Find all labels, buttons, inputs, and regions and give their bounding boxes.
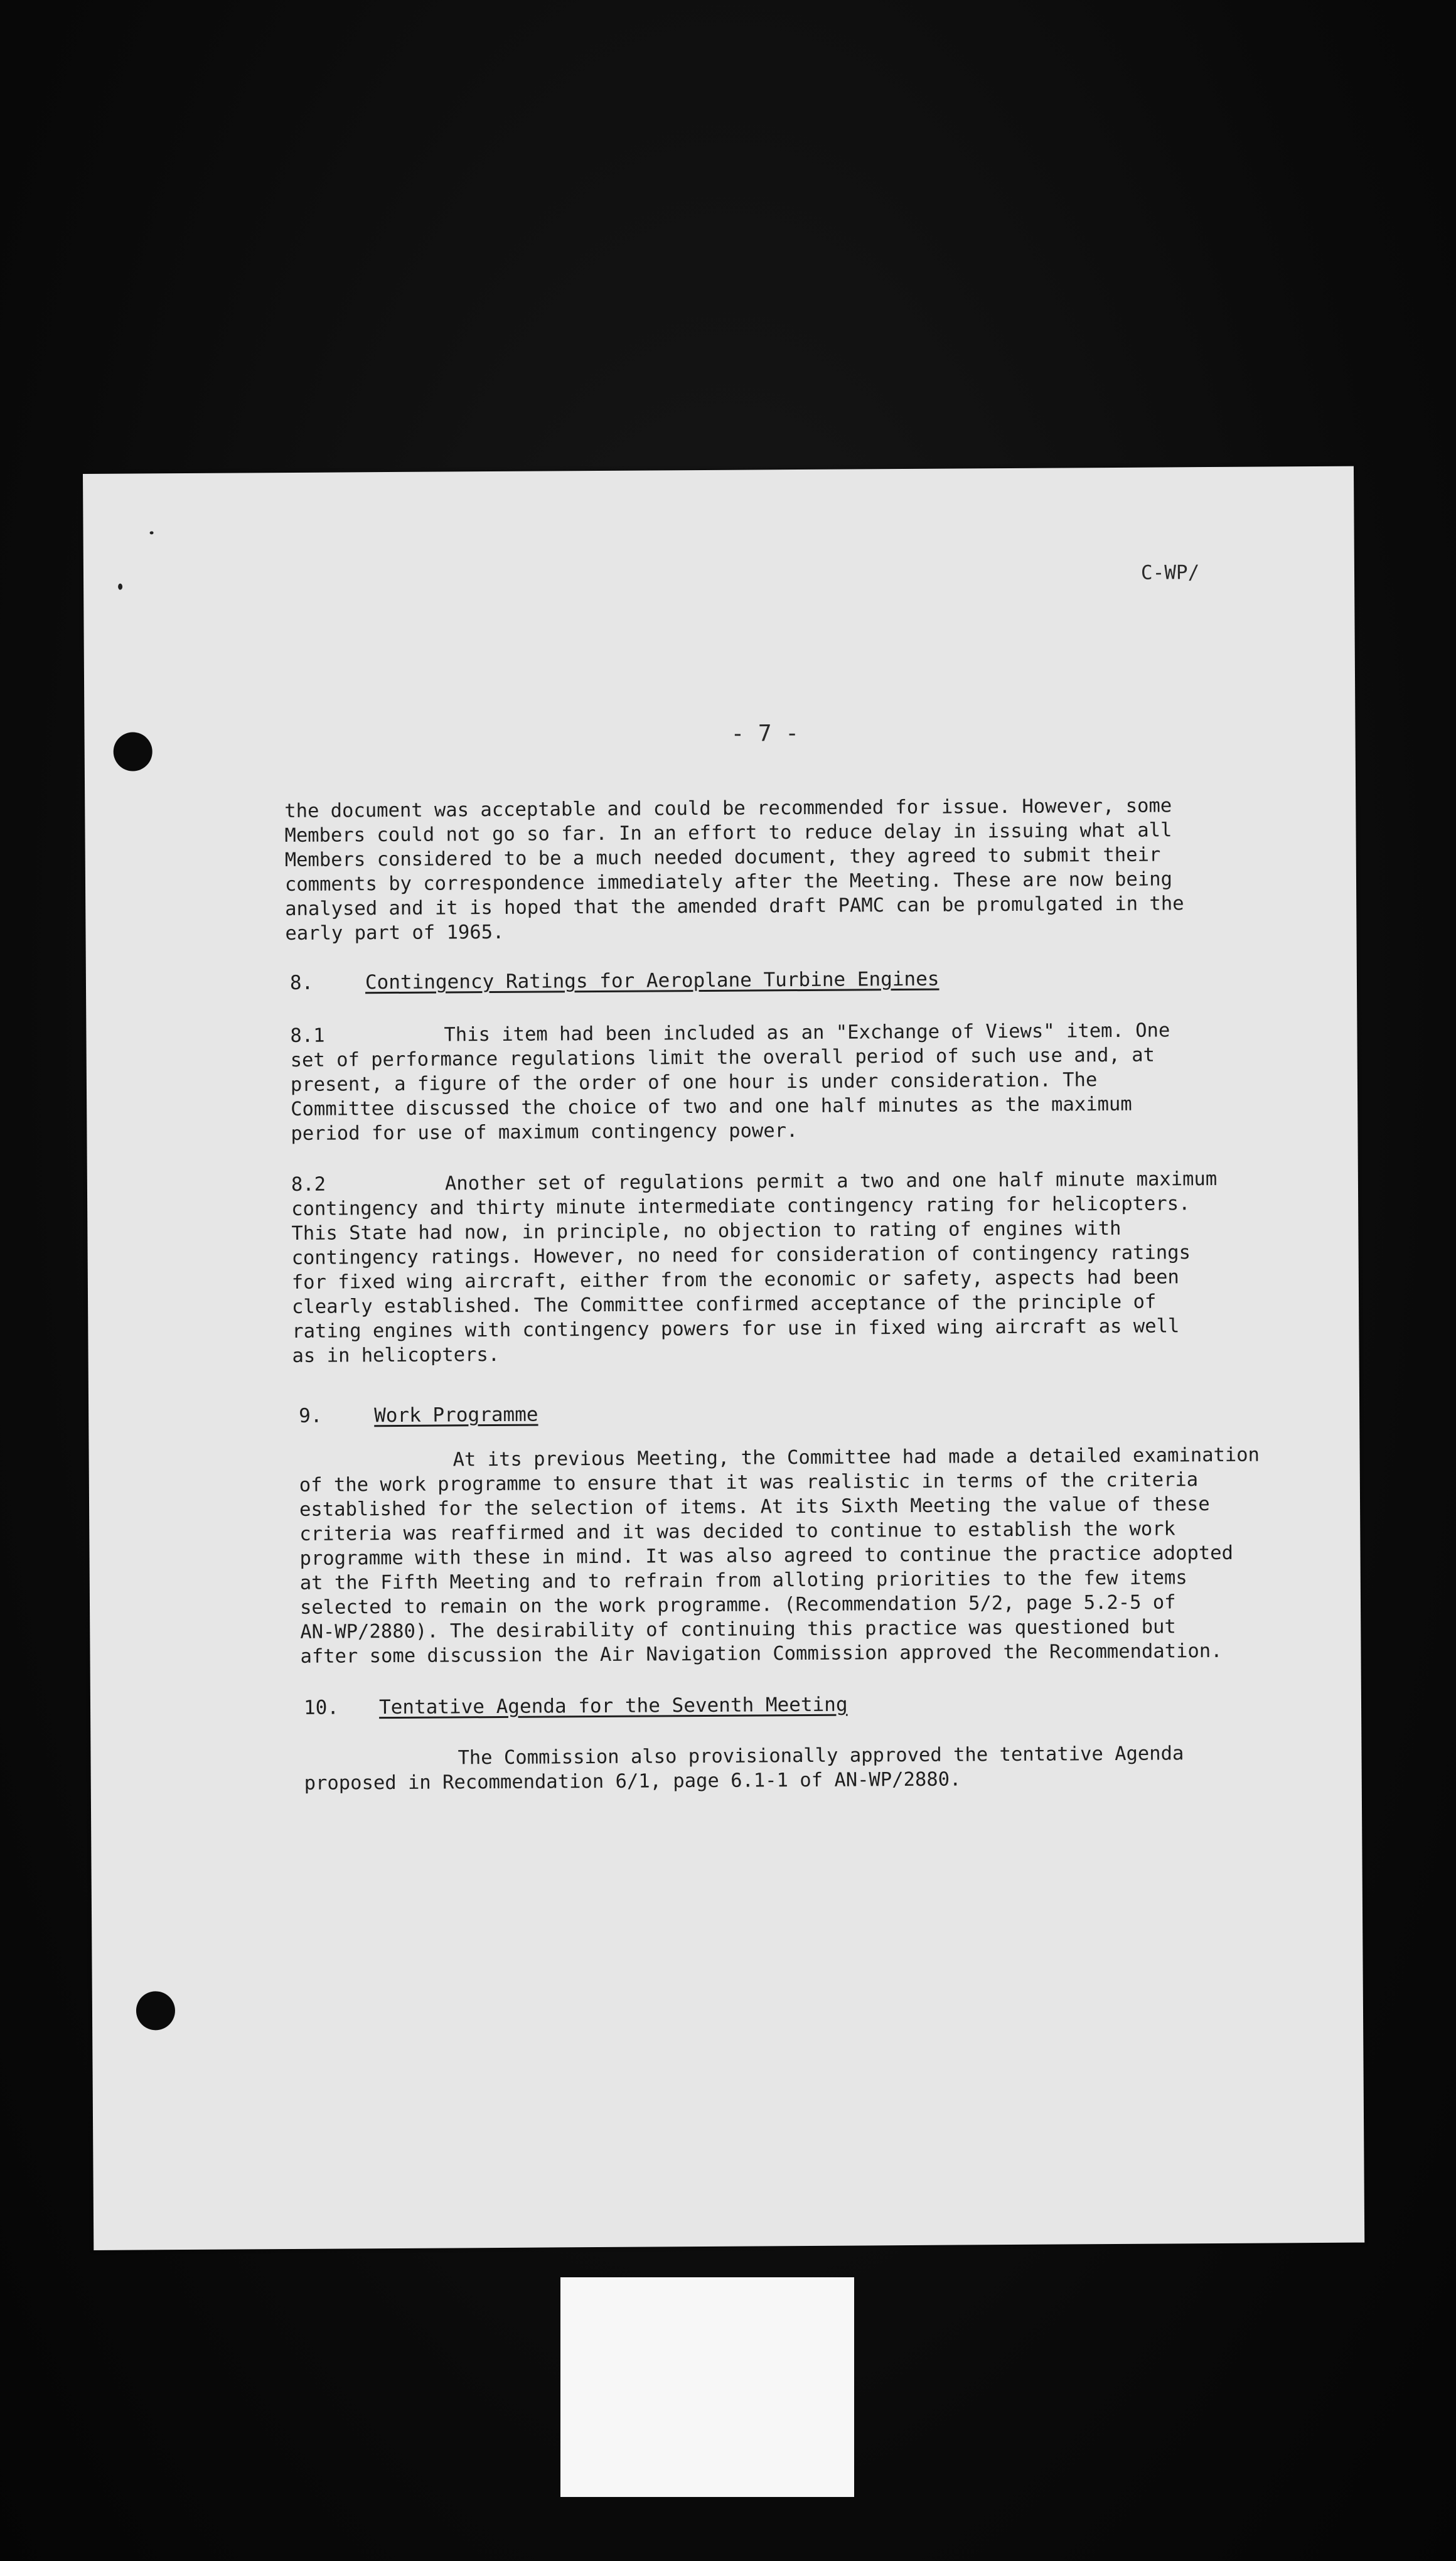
text-line: clearly established. The Committee confirmed acceptance of the principle of <box>292 1291 1157 1318</box>
text-line: period for use of maximum contingency power. <box>291 1120 798 1145</box>
text-line: for fixed wing aircraft, either from the economic or safety, aspects had been <box>291 1266 1179 1294</box>
text-line: as in helicopters. <box>292 1343 500 1367</box>
section-title: Work Programme <box>374 1403 538 1427</box>
section-title: Tentative Agenda for the Seventh Meeting <box>378 1693 848 1719</box>
text-line: of the work programme to ensure that it was realistic in terms of the criteria <box>299 1469 1199 1496</box>
blank-card <box>560 2277 854 2497</box>
text-line: contingency ratings. However, no need for consideration of contingency ratings <box>291 1242 1191 1269</box>
section-heading-9 <box>299 1404 538 1427</box>
text-line: established for the selection of items. At its Sixth Meeting the value of these <box>299 1493 1210 1521</box>
text-line: proposed in Recommendation 6/1, page 6.1-1 of AN-WP/2880. <box>304 1768 961 1795</box>
text-line: rating engines with contingency powers for use in fixed wing aircraft as well <box>292 1315 1180 1343</box>
punch-hole <box>136 1991 175 2030</box>
ink-speck <box>150 531 154 534</box>
text-line: early part of 1965. <box>285 921 505 945</box>
section-number: 9. <box>299 1404 323 1427</box>
paragraph-number: 8.2 <box>291 1173 326 1196</box>
document-page <box>83 466 1364 2250</box>
text-line: Members could not go so far. In an effort to reduce delay in issuing what all <box>284 819 1172 847</box>
section-title: Contingency Ratings for Aeroplane Turbine Engines <box>365 967 939 994</box>
text-line: after some discussion the Air Navigation Commission approved the Recommendation. <box>300 1640 1223 1668</box>
text-segment: This item had been included as an "Exchange of Views" item. One <box>444 1019 1170 1046</box>
section-heading-8 <box>290 968 939 994</box>
text-line: set of performance regulations limit the overall period of such use and, at <box>290 1044 1155 1071</box>
text-line: AN-WP/2880). The desirability of continuing this practice was questioned but <box>300 1616 1176 1643</box>
paragraph-8-1 <box>290 1017 1295 1146</box>
text-line: at the Fifth Meeting and to refrain from alloting priorities to the few items <box>299 1567 1187 1594</box>
text-segment: The Commission also provisionally approved the tentative Agenda <box>458 1742 1184 1769</box>
document-reference: C-WP/ <box>1140 561 1200 584</box>
text-line: Members considered to be a much needed document, they agreed to submit their <box>284 844 1161 872</box>
text-line: analysed and it is hoped that the amended draft PAMC can be promulgated in the <box>285 893 1184 921</box>
text-line: This State had now, in principle, no objection to rating of engines with <box>291 1217 1121 1245</box>
text-line: present, a figure of the order of one hour is under consideration. The <box>290 1069 1098 1096</box>
intro-paragraph <box>284 793 1289 946</box>
paragraph-8-2 <box>291 1166 1297 1368</box>
text-segment: Another set of regulations permit a two and one half minute maximum <box>444 1168 1218 1195</box>
paragraph-9 <box>299 1442 1304 1669</box>
text-line: comments by correspondence immediately after the Meeting. These are now being <box>284 868 1173 896</box>
ink-speck <box>118 584 122 590</box>
paragraph-number: 8.1 <box>290 1024 325 1047</box>
text-line: selected to remain on the work programme. (Recommendation 5/2, page 5.2-5 of <box>299 1591 1176 1619</box>
text-line: programme with these in mind. It was also agreed to continue the practice adopted <box>299 1542 1234 1570</box>
text-segment: At its previous Meeting, the Committee had made a detailed examination <box>452 1444 1260 1471</box>
paragraph-10 <box>304 1741 1308 1796</box>
text-line: criteria was reaffirmed and it was decided to continue to establish the work <box>299 1518 1175 1545</box>
section-number: 8. <box>289 971 314 994</box>
section-number: 10. <box>303 1696 340 1719</box>
text-line: the document was acceptable and could be recommended for issue. However, some <box>284 795 1172 823</box>
text-line: Committee discussed the choice of two and one half minutes as the maximum <box>291 1093 1132 1120</box>
page-number: - 7 - <box>731 721 800 747</box>
section-heading-10 <box>304 1694 848 1719</box>
text-line: contingency and thirty minute intermediate contingency rating for helicopters. <box>291 1193 1191 1220</box>
punch-hole <box>114 732 153 771</box>
